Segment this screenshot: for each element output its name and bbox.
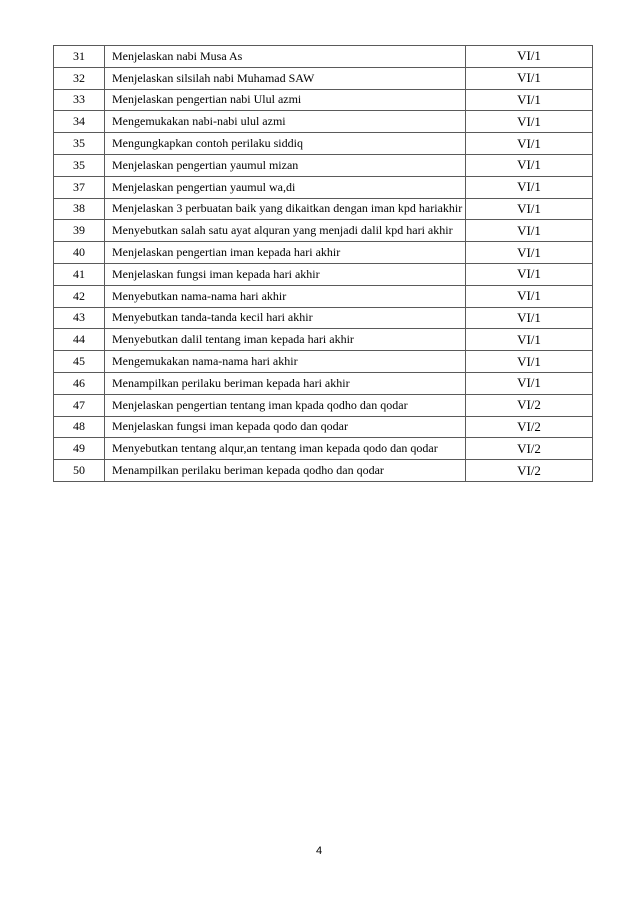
table-row (54, 394, 593, 416)
table-row (54, 285, 593, 307)
indicator-description-cell: Menjelaskan pengertian nabi Ulul azmi (105, 89, 466, 111)
row-number-cell: 45 (54, 351, 105, 373)
indicator-description-cell: Menampilkan perilaku beriman kepada hari akhir (105, 372, 466, 394)
indicator-description-cell: Menyebutkan tentang alqur,an tentang iman kepada qodo dan qodar (105, 438, 466, 460)
table-row (54, 307, 593, 329)
indicator-description-cell: Menjelaskan pengertian tentang iman kpada qodho dan qodar (105, 394, 466, 416)
indicator-table (53, 45, 593, 482)
indicator-description-cell: Menyebutkan salah satu ayat alquran yang menjadi dalil kpd hari akhir (105, 220, 466, 242)
row-number-cell: 42 (54, 285, 105, 307)
indicator-description-cell: Menjelaskan pengertian iman kepada hari akhir (105, 242, 466, 264)
class-semester-cell: VI/1 (466, 307, 593, 329)
row-number-cell: 35 (54, 154, 105, 176)
table-row (54, 329, 593, 351)
row-number-cell: 49 (54, 438, 105, 460)
class-semester-cell: VI/1 (466, 111, 593, 133)
row-number-cell: 44 (54, 329, 105, 351)
indicator-description-cell: Menyebutkan nama-nama hari akhir (105, 285, 466, 307)
row-number-cell: 37 (54, 176, 105, 198)
indicator-description-cell: Menyebutkan tanda-tanda kecil hari akhir (105, 307, 466, 329)
table-row (54, 198, 593, 220)
class-semester-cell: VI/1 (466, 67, 593, 89)
indicator-description-cell: Mengemukakan nabi-nabi ulul azmi (105, 111, 466, 133)
table-row (54, 263, 593, 285)
class-semester-cell: VI/2 (466, 438, 593, 460)
row-number-cell: 34 (54, 111, 105, 133)
class-semester-cell: VI/1 (466, 242, 593, 264)
row-number-cell: 43 (54, 307, 105, 329)
class-semester-cell: VI/1 (466, 133, 593, 155)
indicator-description-cell: Mengemukakan nama-nama hari akhir (105, 351, 466, 373)
indicator-description-cell: Menjelaskan pengertian yaumul mizan (105, 154, 466, 176)
row-number-cell: 32 (54, 67, 105, 89)
class-semester-cell: VI/1 (466, 285, 593, 307)
indicator-description-cell: Mengungkapkan contoh perilaku siddiq (105, 133, 466, 155)
class-semester-cell: VI/1 (466, 329, 593, 351)
table-row (54, 89, 593, 111)
class-semester-cell: VI/2 (466, 460, 593, 482)
row-number-cell: 47 (54, 394, 105, 416)
class-semester-cell: VI/1 (466, 46, 593, 68)
class-semester-cell: VI/1 (466, 176, 593, 198)
indicator-description-cell: Menjelaskan silsilah nabi Muhamad SAW (105, 67, 466, 89)
table-body (54, 46, 593, 482)
table-row (54, 220, 593, 242)
table-row (54, 460, 593, 482)
indicator-description-cell: Menyebutkan dalil tentang iman kepada hari akhir (105, 329, 466, 351)
table-row (54, 351, 593, 373)
row-number-cell: 38 (54, 198, 105, 220)
class-semester-cell: VI/1 (466, 154, 593, 176)
class-semester-cell: VI/1 (466, 89, 593, 111)
table-row (54, 438, 593, 460)
class-semester-cell: VI/2 (466, 394, 593, 416)
table-row (54, 67, 593, 89)
row-number-cell: 48 (54, 416, 105, 438)
table-row (54, 111, 593, 133)
indicator-description-cell: Menjelaskan 3 perbuatan baik yang dikaitkan dengan iman kpd hariakhir (105, 198, 466, 220)
row-number-cell: 46 (54, 372, 105, 394)
table-row (54, 416, 593, 438)
class-semester-cell: VI/1 (466, 372, 593, 394)
class-semester-cell: VI/1 (466, 263, 593, 285)
table-row (54, 154, 593, 176)
table-row (54, 46, 593, 68)
row-number-cell: 33 (54, 89, 105, 111)
page-number: 4 (315, 845, 323, 857)
row-number-cell: 39 (54, 220, 105, 242)
indicator-description-cell: Menjelaskan pengertian yaumul wa,di (105, 176, 466, 198)
class-semester-cell: VI/2 (466, 416, 593, 438)
class-semester-cell: VI/1 (466, 198, 593, 220)
table-row (54, 372, 593, 394)
table-row (54, 242, 593, 264)
table-row (54, 176, 593, 198)
class-semester-cell: VI/1 (466, 220, 593, 242)
indicator-description-cell: Menjelaskan fungsi iman kepada hari akhir (105, 263, 466, 285)
table-row (54, 133, 593, 155)
row-number-cell: 35 (54, 133, 105, 155)
indicator-description-cell: Menjelaskan fungsi iman kepada qodo dan qodar (105, 416, 466, 438)
indicator-description-cell: Menampilkan perilaku beriman kepada qodho dan qodar (105, 460, 466, 482)
row-number-cell: 31 (54, 46, 105, 68)
row-number-cell: 50 (54, 460, 105, 482)
class-semester-cell: VI/1 (466, 351, 593, 373)
row-number-cell: 40 (54, 242, 105, 264)
row-number-cell: 41 (54, 263, 105, 285)
indicator-description-cell: Menjelaskan nabi Musa As (105, 46, 466, 68)
